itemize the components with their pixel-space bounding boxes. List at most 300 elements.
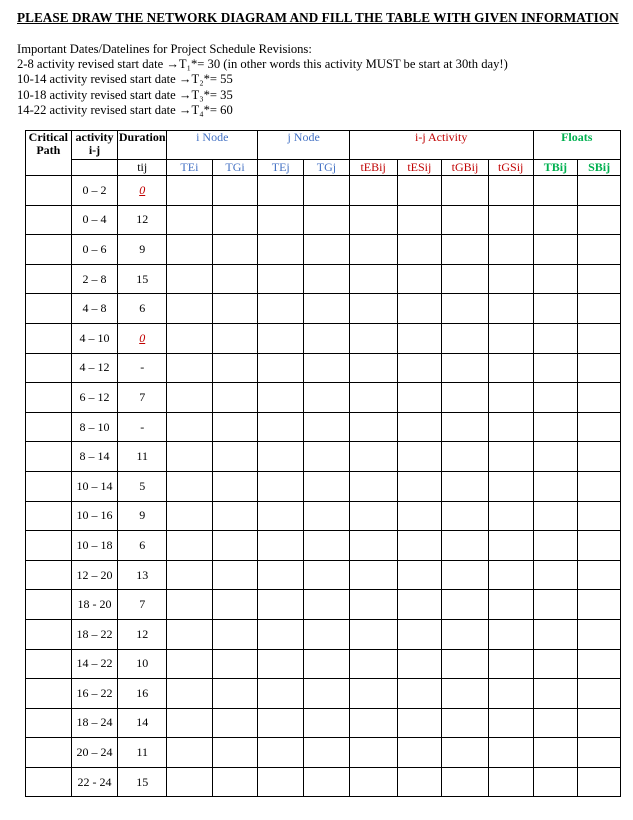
revision-info — [17, 42, 508, 118]
table-cell[interactable] — [212, 235, 258, 265]
table-cell[interactable] — [26, 708, 72, 738]
table-cell[interactable] — [167, 383, 213, 413]
activity-cell: 18 – 24 — [71, 708, 118, 738]
activity-cell: 22 - 24 — [71, 767, 118, 797]
table-cell[interactable] — [212, 353, 258, 383]
table-cell[interactable] — [258, 383, 304, 413]
subheader-tgj: TGj — [304, 160, 350, 176]
table-cell[interactable] — [578, 708, 621, 738]
table-cell[interactable] — [26, 412, 72, 442]
subheader-tei: TEi — [167, 160, 213, 176]
table-cell[interactable] — [578, 264, 621, 294]
table-cell[interactable] — [26, 619, 72, 649]
subheader-tgi: TGi — [212, 160, 258, 176]
header-critical-path: Critical Path — [26, 131, 72, 176]
subheader-tesij: tESij — [397, 160, 442, 176]
table-cell[interactable] — [578, 471, 621, 501]
table-cell[interactable] — [349, 619, 397, 649]
duration-cell: 12 — [118, 619, 167, 649]
table-body — [26, 176, 621, 797]
table-row — [26, 679, 621, 709]
activity-cell: 18 - 20 — [71, 590, 118, 620]
table-cell[interactable] — [397, 264, 442, 294]
table-cell[interactable] — [26, 205, 72, 235]
table-cell[interactable] — [442, 383, 489, 413]
table-cell[interactable] — [304, 264, 350, 294]
table-cell[interactable] — [442, 235, 489, 265]
table-cell[interactable] — [397, 471, 442, 501]
table-cell[interactable] — [212, 767, 258, 797]
table-cell[interactable] — [212, 679, 258, 709]
table-cell[interactable] — [304, 590, 350, 620]
table-cell[interactable] — [167, 767, 213, 797]
table-cell[interactable] — [349, 649, 397, 679]
table-cell[interactable] — [212, 531, 258, 561]
table-cell[interactable] — [26, 501, 72, 531]
table-row — [26, 235, 621, 265]
table-cell[interactable] — [212, 708, 258, 738]
table-cell[interactable] — [397, 649, 442, 679]
table-cell[interactable] — [258, 560, 304, 590]
table-cell[interactable] — [488, 235, 533, 265]
table-cell[interactable] — [397, 294, 442, 324]
duration-cell: 16 — [118, 679, 167, 709]
table-cell[interactable] — [578, 619, 621, 649]
activity-cell: 8 – 14 — [71, 442, 118, 472]
table-cell[interactable] — [212, 560, 258, 590]
table-cell[interactable] — [578, 294, 621, 324]
table-cell[interactable] — [167, 235, 213, 265]
table-row — [26, 176, 621, 206]
table-cell[interactable] — [26, 560, 72, 590]
table-cell[interactable] — [258, 353, 304, 383]
table-cell[interactable] — [304, 442, 350, 472]
table-cell[interactable] — [442, 442, 489, 472]
table-cell[interactable] — [442, 619, 489, 649]
table-cell[interactable] — [442, 767, 489, 797]
table-cell[interactable] — [349, 738, 397, 768]
table-cell[interactable] — [212, 590, 258, 620]
table-cell[interactable] — [258, 619, 304, 649]
subheader-tij: tij — [118, 160, 167, 176]
table-row — [26, 738, 621, 768]
table-cell[interactable] — [304, 531, 350, 561]
table-cell[interactable] — [578, 353, 621, 383]
table-cell[interactable] — [304, 383, 350, 413]
table-cell[interactable] — [167, 205, 213, 235]
duration-cell: 11 — [118, 738, 167, 768]
table-cell[interactable] — [26, 294, 72, 324]
table-cell[interactable] — [167, 471, 213, 501]
table-cell[interactable] — [578, 205, 621, 235]
table-cell[interactable] — [533, 501, 578, 531]
table-cell[interactable] — [258, 176, 304, 206]
table-cell[interactable] — [304, 767, 350, 797]
table-cell[interactable] — [397, 176, 442, 206]
table-cell[interactable] — [442, 294, 489, 324]
duration-cell: 0 — [118, 323, 167, 353]
table-cell[interactable] — [258, 590, 304, 620]
duration-cell: - — [118, 412, 167, 442]
table-cell[interactable] — [533, 176, 578, 206]
table-cell[interactable] — [349, 679, 397, 709]
table-cell[interactable] — [167, 176, 213, 206]
table-cell[interactable] — [578, 590, 621, 620]
table-cell[interactable] — [212, 205, 258, 235]
table-cell[interactable] — [304, 176, 350, 206]
table-cell[interactable] — [258, 501, 304, 531]
table-cell[interactable] — [349, 205, 397, 235]
table-cell[interactable] — [212, 294, 258, 324]
table-cell[interactable] — [578, 176, 621, 206]
table-cell[interactable] — [397, 323, 442, 353]
table-cell[interactable] — [397, 767, 442, 797]
table-row — [26, 560, 621, 590]
table-cell[interactable] — [26, 383, 72, 413]
header-activity: activity i-j — [71, 131, 118, 160]
table-cell[interactable] — [349, 294, 397, 324]
table-cell[interactable] — [578, 235, 621, 265]
table-cell[interactable] — [304, 294, 350, 324]
table-cell[interactable] — [26, 442, 72, 472]
table-cell[interactable] — [488, 501, 533, 531]
table-cell[interactable] — [349, 412, 397, 442]
table-cell[interactable] — [167, 590, 213, 620]
table-cell[interactable] — [349, 560, 397, 590]
duration-cell: 11 — [118, 442, 167, 472]
subheader-tgsij: tGSij — [488, 160, 533, 176]
table-cell[interactable] — [349, 235, 397, 265]
table-cell[interactable] — [397, 738, 442, 768]
table-cell[interactable] — [488, 471, 533, 501]
table-row — [26, 619, 621, 649]
table-row — [26, 531, 621, 561]
activity-cell: 16 – 22 — [71, 679, 118, 709]
table-cell[interactable] — [304, 501, 350, 531]
table-cell[interactable] — [26, 738, 72, 768]
table-cell[interactable] — [578, 501, 621, 531]
table-cell[interactable] — [258, 531, 304, 561]
table-cell[interactable] — [488, 205, 533, 235]
table-cell[interactable] — [258, 235, 304, 265]
table-cell[interactable] — [258, 471, 304, 501]
duration-cell: 15 — [118, 767, 167, 797]
table-cell[interactable] — [349, 590, 397, 620]
table-cell[interactable] — [167, 649, 213, 679]
table-cell[interactable] — [258, 205, 304, 235]
table-cell[interactable] — [397, 383, 442, 413]
table-cell[interactable] — [397, 442, 442, 472]
table-cell[interactable] — [349, 501, 397, 531]
table-cell[interactable] — [397, 501, 442, 531]
subheader-sbij: SBij — [578, 160, 621, 176]
table-cell[interactable] — [304, 323, 350, 353]
table-cell[interactable] — [488, 531, 533, 561]
duration-cell: 14 — [118, 708, 167, 738]
table-cell[interactable] — [442, 738, 489, 768]
activity-cell: 10 – 16 — [71, 501, 118, 531]
table-cell[interactable] — [349, 264, 397, 294]
table-cell[interactable] — [488, 767, 533, 797]
table-cell[interactable] — [578, 560, 621, 590]
table-cell[interactable] — [488, 590, 533, 620]
activity-cell: 2 – 8 — [71, 264, 118, 294]
table-cell[interactable] — [397, 708, 442, 738]
table-cell[interactable] — [258, 294, 304, 324]
subheader-tgbij: tGBij — [442, 160, 489, 176]
table-cell[interactable] — [167, 323, 213, 353]
table-cell[interactable] — [533, 560, 578, 590]
table-cell[interactable] — [304, 738, 350, 768]
table-cell[interactable] — [349, 383, 397, 413]
table-cell[interactable] — [533, 235, 578, 265]
table-cell[interactable] — [304, 679, 350, 709]
subheader-tej: TEj — [258, 160, 304, 176]
table-cell[interactable] — [167, 294, 213, 324]
table-cell[interactable] — [212, 738, 258, 768]
table-cell[interactable] — [26, 264, 72, 294]
table-cell[interactable] — [533, 323, 578, 353]
table-cell[interactable] — [488, 649, 533, 679]
table-cell[interactable] — [533, 531, 578, 561]
table-cell[interactable] — [397, 590, 442, 620]
table-cell[interactable] — [488, 264, 533, 294]
header-ij-activity: i-j Activity — [349, 131, 533, 160]
table-cell[interactable] — [442, 176, 489, 206]
table-cell[interactable] — [258, 412, 304, 442]
activity-cell: 0 – 4 — [71, 205, 118, 235]
duration-cell: 0 — [118, 176, 167, 206]
table-cell[interactable] — [167, 353, 213, 383]
table-cell[interactable] — [212, 442, 258, 472]
table-cell[interactable] — [167, 679, 213, 709]
table-cell[interactable] — [488, 353, 533, 383]
table-cell[interactable] — [212, 412, 258, 442]
table-cell[interactable] — [533, 205, 578, 235]
table-cell[interactable] — [442, 471, 489, 501]
table-cell[interactable] — [442, 353, 489, 383]
table-cell[interactable] — [167, 531, 213, 561]
table-cell[interactable] — [578, 412, 621, 442]
activity-cell: 14 – 22 — [71, 649, 118, 679]
table-cell[interactable] — [578, 679, 621, 709]
activity-cell: 4 – 12 — [71, 353, 118, 383]
table-cell[interactable] — [397, 205, 442, 235]
table-cell[interactable] — [349, 471, 397, 501]
table-cell[interactable] — [488, 294, 533, 324]
table-cell[interactable] — [442, 531, 489, 561]
table-cell[interactable] — [442, 264, 489, 294]
table-cell[interactable] — [488, 323, 533, 353]
table-cell[interactable] — [533, 767, 578, 797]
activity-cell: 12 – 20 — [71, 560, 118, 590]
table-cell[interactable] — [26, 679, 72, 709]
table-cell[interactable] — [167, 442, 213, 472]
table-cell[interactable] — [442, 679, 489, 709]
table-cell[interactable] — [167, 708, 213, 738]
duration-cell: 7 — [118, 590, 167, 620]
table-row — [26, 442, 621, 472]
table-cell[interactable] — [304, 708, 350, 738]
table-cell[interactable] — [349, 767, 397, 797]
table-cell[interactable] — [442, 412, 489, 442]
table-cell[interactable] — [578, 531, 621, 561]
subheader-tebij: tEBij — [349, 160, 397, 176]
table-cell[interactable] — [349, 531, 397, 561]
table-cell[interactable] — [304, 471, 350, 501]
table-cell[interactable] — [442, 323, 489, 353]
table-cell[interactable] — [258, 767, 304, 797]
table-row — [26, 649, 621, 679]
table-cell[interactable] — [167, 412, 213, 442]
table-cell[interactable] — [304, 235, 350, 265]
table-row — [26, 323, 621, 353]
table-cell[interactable] — [488, 412, 533, 442]
info-line: 14-22 activity revised start date →T₄*= 60 — [17, 102, 233, 117]
table-cell[interactable] — [442, 205, 489, 235]
table-cell[interactable] — [212, 649, 258, 679]
table-cell[interactable] — [397, 353, 442, 383]
table-cell[interactable] — [397, 531, 442, 561]
activity-cell: 8 – 10 — [71, 412, 118, 442]
table-cell[interactable] — [212, 383, 258, 413]
table-cell[interactable] — [578, 738, 621, 768]
table-cell[interactable] — [442, 560, 489, 590]
table-cell[interactable] — [26, 649, 72, 679]
table-cell[interactable] — [304, 412, 350, 442]
table-cell[interactable] — [304, 205, 350, 235]
table-cell[interactable] — [533, 264, 578, 294]
table-cell[interactable] — [397, 679, 442, 709]
duration-cell: 13 — [118, 560, 167, 590]
info-heading: Important Dates/Datelines for Project Schedule Revisions: — [17, 42, 312, 56]
table-cell[interactable] — [488, 708, 533, 738]
table-cell[interactable] — [26, 176, 72, 206]
duration-cell: 15 — [118, 264, 167, 294]
table-cell[interactable] — [167, 619, 213, 649]
table-cell[interactable] — [212, 323, 258, 353]
table-cell[interactable] — [258, 442, 304, 472]
table-cell[interactable] — [397, 235, 442, 265]
table-cell[interactable] — [349, 353, 397, 383]
duration-cell: 9 — [118, 235, 167, 265]
table-cell[interactable] — [167, 738, 213, 768]
table-cell[interactable] — [349, 323, 397, 353]
activity-cell: 20 – 24 — [71, 738, 118, 768]
table-cell[interactable] — [578, 442, 621, 472]
table-cell[interactable] — [533, 738, 578, 768]
table-row — [26, 383, 621, 413]
subheader-blank — [71, 160, 118, 176]
table-cell[interactable] — [304, 649, 350, 679]
duration-cell: 12 — [118, 205, 167, 235]
table-cell[interactable] — [304, 619, 350, 649]
table-cell[interactable] — [533, 383, 578, 413]
table-cell[interactable] — [442, 590, 489, 620]
table-cell[interactable] — [258, 679, 304, 709]
table-cell[interactable] — [442, 708, 489, 738]
table-cell[interactable] — [258, 708, 304, 738]
table-cell[interactable] — [578, 649, 621, 679]
table-cell[interactable] — [26, 471, 72, 501]
table-cell[interactable] — [167, 501, 213, 531]
table-cell[interactable] — [578, 323, 621, 353]
table-cell[interactable] — [397, 560, 442, 590]
activity-cell: 4 – 8 — [71, 294, 118, 324]
table-cell[interactable] — [533, 708, 578, 738]
info-line: 10-18 activity revised start date →T₃*= 35 — [17, 87, 233, 102]
info-line: 10-14 activity revised start date →T₂*= 55 — [17, 72, 233, 87]
table-cell[interactable] — [488, 619, 533, 649]
table-cell[interactable] — [349, 176, 397, 206]
table-cell[interactable] — [533, 649, 578, 679]
table-cell[interactable] — [578, 383, 621, 413]
table-cell[interactable] — [533, 412, 578, 442]
table-cell[interactable] — [533, 353, 578, 383]
table-cell[interactable] — [167, 264, 213, 294]
table-cell[interactable] — [26, 590, 72, 620]
table-cell[interactable] — [488, 679, 533, 709]
table-cell[interactable] — [212, 619, 258, 649]
table-cell[interactable] — [397, 412, 442, 442]
table-cell[interactable] — [488, 738, 533, 768]
table-cell[interactable] — [212, 176, 258, 206]
table-cell[interactable] — [212, 501, 258, 531]
table-cell[interactable] — [533, 442, 578, 472]
table-cell[interactable] — [533, 471, 578, 501]
subheader-tbij: TBij — [533, 160, 578, 176]
table-cell[interactable] — [258, 738, 304, 768]
header-i-node: i Node — [167, 131, 258, 160]
table-cell[interactable] — [304, 560, 350, 590]
table-row — [26, 353, 621, 383]
table-cell[interactable] — [26, 531, 72, 561]
table-cell[interactable] — [304, 353, 350, 383]
table-cell[interactable] — [349, 708, 397, 738]
table-cell[interactable] — [533, 619, 578, 649]
table-cell[interactable] — [167, 560, 213, 590]
duration-cell: - — [118, 353, 167, 383]
table-row — [26, 767, 621, 797]
table-cell[interactable] — [26, 235, 72, 265]
table-cell[interactable] — [533, 590, 578, 620]
table-cell[interactable] — [26, 767, 72, 797]
table-cell[interactable] — [488, 176, 533, 206]
table-cell[interactable] — [488, 383, 533, 413]
activity-cell: 10 – 18 — [71, 531, 118, 561]
table-cell[interactable] — [26, 323, 72, 353]
table-cell[interactable] — [26, 353, 72, 383]
table-cell[interactable] — [488, 442, 533, 472]
table-cell[interactable] — [442, 649, 489, 679]
table-cell[interactable] — [578, 767, 621, 797]
table-cell[interactable] — [533, 679, 578, 709]
table-row — [26, 471, 621, 501]
table-cell[interactable] — [442, 501, 489, 531]
table-cell[interactable] — [258, 649, 304, 679]
table-cell[interactable] — [212, 264, 258, 294]
duration-cell: 6 — [118, 294, 167, 324]
table-cell[interactable] — [258, 323, 304, 353]
table-cell[interactable] — [533, 294, 578, 324]
table-cell[interactable] — [258, 264, 304, 294]
duration-cell: 10 — [118, 649, 167, 679]
table-cell[interactable] — [397, 619, 442, 649]
table-cell[interactable] — [349, 442, 397, 472]
table-cell[interactable] — [488, 560, 533, 590]
table-cell[interactable] — [212, 471, 258, 501]
activity-cell: 10 – 14 — [71, 471, 118, 501]
